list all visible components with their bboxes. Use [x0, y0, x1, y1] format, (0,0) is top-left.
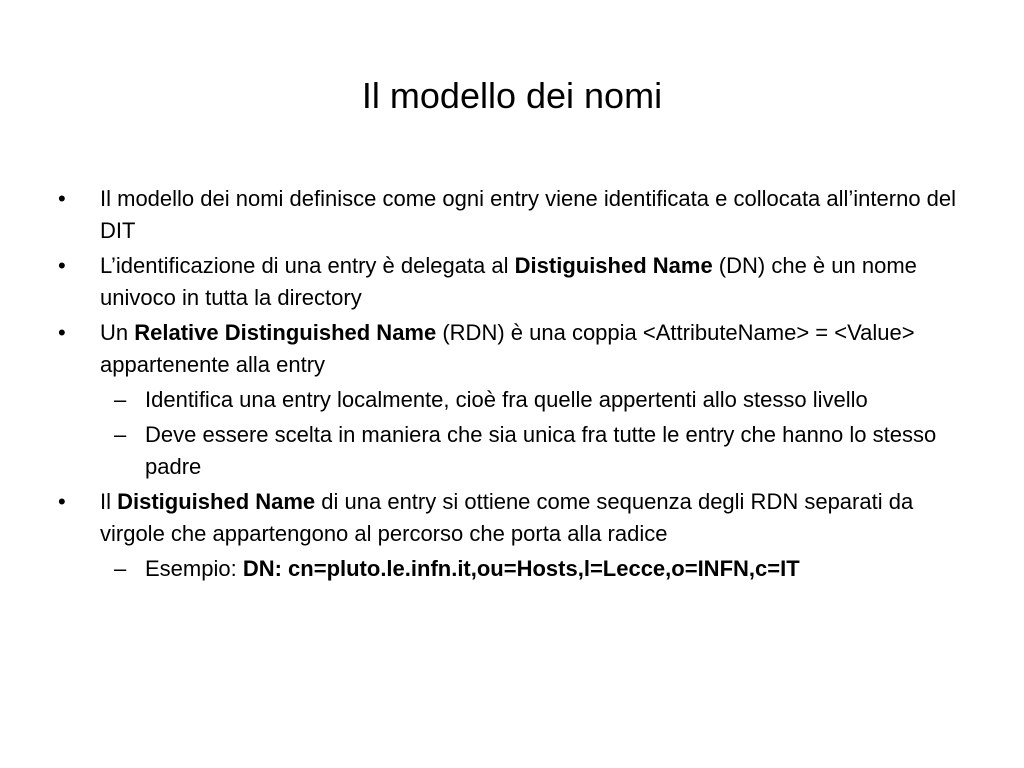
bullet-marker: • [58, 489, 66, 514]
bullet-item [58, 317, 968, 381]
bullet-marker: • [58, 253, 66, 278]
bullet-text-bold: Relative Distinguished Name [134, 320, 437, 345]
sub-bullet-marker: – [114, 422, 127, 447]
slide-title: Il modello dei nomi [361, 75, 663, 116]
bullet-list [58, 183, 968, 585]
bullet-text-bold: Distiguished Name [117, 489, 316, 514]
dn-example: DN: cn=pluto.le.infn.it,ou=Hosts,l=Lecce,o=INFN,c=IT [242, 556, 800, 581]
bullet-text-before: L’identificazione di una entry è delegata al [100, 253, 515, 278]
bullet-item [58, 486, 968, 550]
bullet-item [58, 183, 968, 247]
sub-bullet-marker: – [114, 556, 127, 581]
bullet-text-bold: Distiguished Name [514, 253, 713, 278]
sub-bullet-item [58, 419, 968, 483]
sub-bullet-marker: – [114, 387, 127, 412]
bullet-text-before: Il [100, 489, 118, 514]
bullet-item [58, 250, 968, 314]
bullet-text-after: (DN) che è un nome univoco in tutta la directory [100, 253, 917, 310]
bullet-text-after: (RDN) è una coppia <AttributeName> = <Value> appartenente alla entry [100, 320, 915, 377]
bullet-text-before: Un [100, 320, 135, 345]
bullet-marker: • [58, 186, 66, 211]
sub-bullet-text-before: Esempio: [145, 556, 243, 581]
sub-bullet-text: Deve essere scelta in maniera che sia unica fra tutte le entry che hanno lo stesso padre [145, 422, 937, 479]
bullet-text: Il modello dei nomi definisce come ogni entry viene identificata e collocata all’interno del DIT [100, 186, 957, 243]
sub-bullet-item [58, 384, 968, 416]
bullet-text-after: di una entry si ottiene come sequenza degli RDN separati da virgole che appartengono al percorso che porta alla radice [100, 489, 914, 546]
bullet-marker: • [58, 320, 66, 345]
sub-bullet-text: Identifica una entry localmente, cioè fra quelle appertenti allo stesso livello [145, 387, 868, 412]
sub-bullet-item [58, 553, 968, 585]
